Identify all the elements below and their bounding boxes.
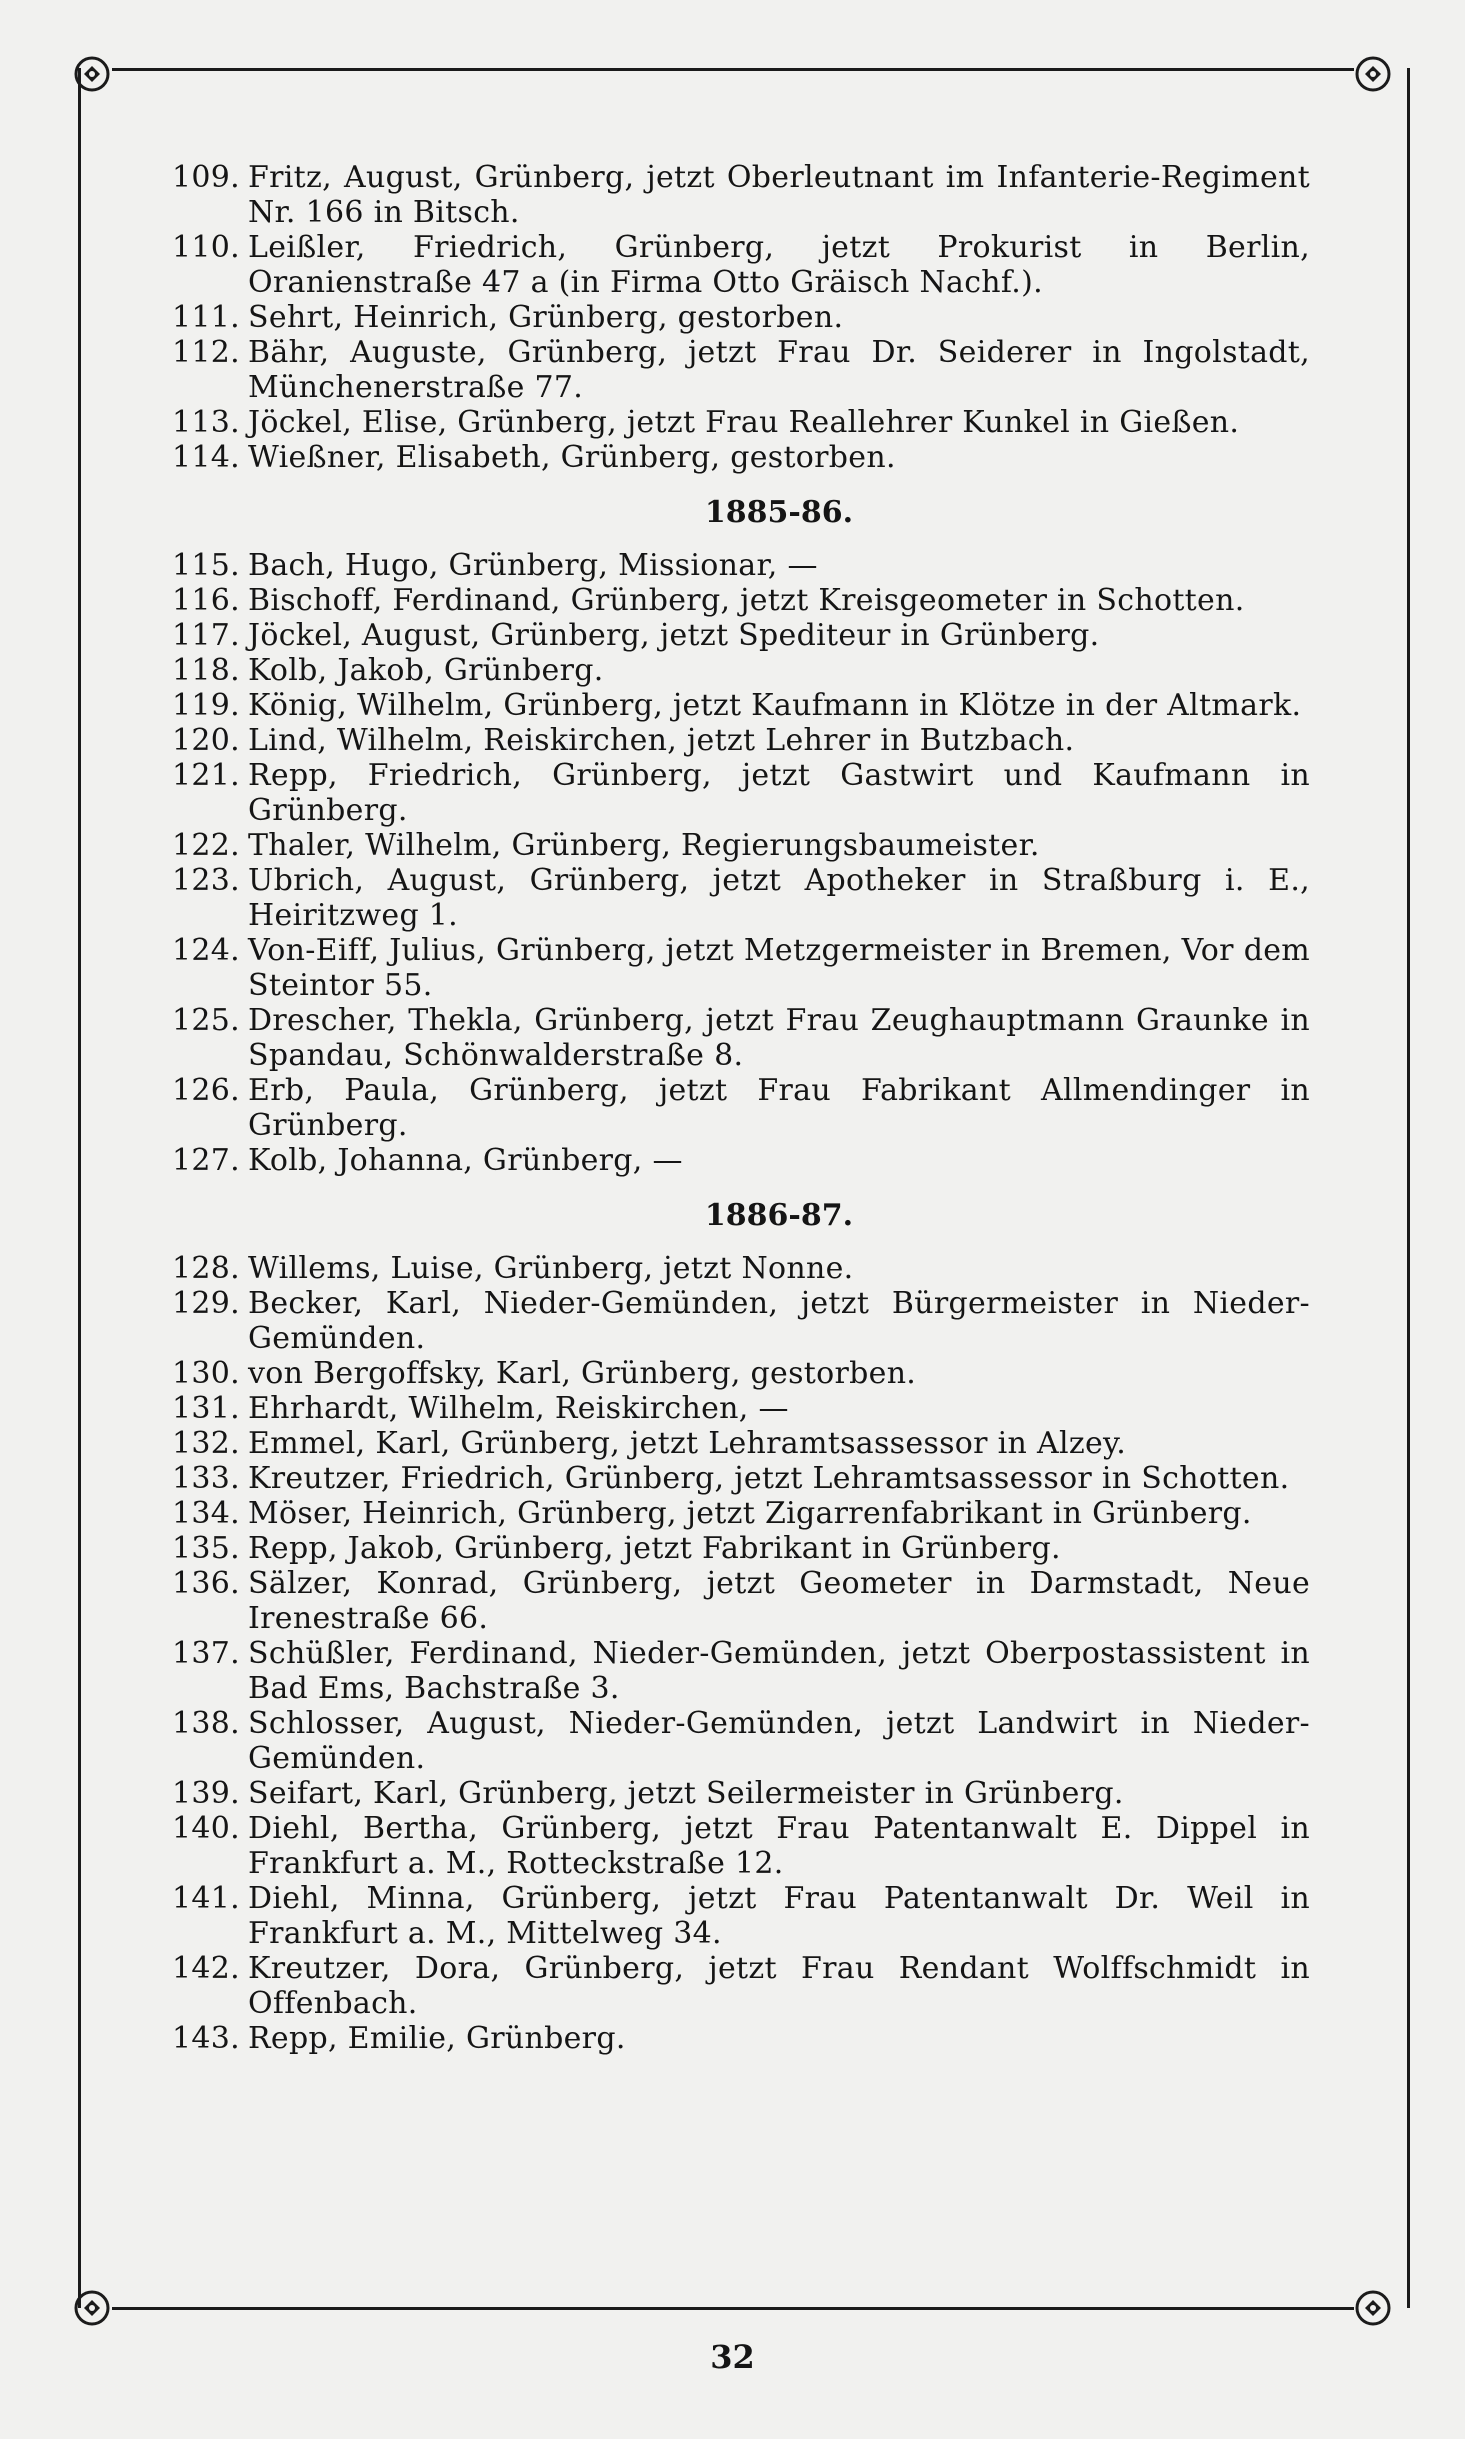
list-item <box>160 688 1310 723</box>
page-number: 32 <box>710 2338 755 2376</box>
entry-number: 130. <box>172 1356 240 1391</box>
list-item <box>160 1003 1310 1073</box>
entry-text: Seifart, Karl, Grünberg, jetzt Seilermeister in Grünberg. <box>248 1776 1124 1811</box>
entry-number: 139. <box>172 1776 240 1811</box>
list-item <box>160 335 1310 405</box>
entry-number: 123. <box>172 863 240 898</box>
entry-number: 126. <box>172 1073 240 1108</box>
list-item <box>160 1636 1310 1706</box>
entry-text: Kreutzer, Friedrich, Grünberg, jetzt Lehramtsassessor in Schotten. <box>248 1461 1290 1496</box>
entry-text: Emmel, Karl, Grünberg, jetzt Lehramtsassessor in Alzey. <box>248 1426 1127 1461</box>
list-item <box>160 618 1310 653</box>
entry-text: Sälzer, Konrad, Grünberg, jetzt Geometer in Darmstadt, Neue Irenestraße 66. <box>248 1566 1310 1636</box>
entry-text: Bähr, Auguste, Grünberg, jetzt Frau Dr. Seiderer in Ingolstadt, Münchenerstraße 77. <box>248 335 1310 405</box>
entry-number: 138. <box>172 1706 240 1741</box>
entry-number: 131. <box>172 1391 240 1426</box>
entry-number: 122. <box>172 828 240 863</box>
entry-number: 140. <box>172 1811 240 1846</box>
entry-text: Jöckel, Elise, Grünberg, jetzt Frau Reallehrer Kunkel in Gießen. <box>248 405 1240 440</box>
list-item <box>160 1531 1310 1566</box>
entry-number: 128. <box>172 1251 240 1286</box>
entry-number: 114. <box>172 440 240 475</box>
list-item <box>160 1811 1310 1881</box>
list-item <box>160 1706 1310 1776</box>
list-item <box>160 1426 1310 1461</box>
list-item <box>160 440 1310 475</box>
entry-text: Becker, Karl, Nieder-Gemünden, jetzt Bürgermeister in Nieder-Gemünden. <box>248 1286 1310 1356</box>
entry-text: Wießner, Elisabeth, Grünberg, gestorben. <box>248 440 896 475</box>
list-item <box>160 933 1310 1003</box>
entry-number: 116. <box>172 583 240 618</box>
entry-number: 127. <box>172 1143 240 1178</box>
entry-number: 143. <box>172 2021 240 2056</box>
entry-text: Ubrich, August, Grünberg, jetzt Apotheker in Straßburg i. E., Heiritzweg 1. <box>248 863 1310 933</box>
top-border-line <box>112 68 1354 71</box>
entry-text: Jöckel, August, Grünberg, jetzt Spediteur in Grünberg. <box>248 618 1100 653</box>
list-item <box>160 1461 1310 1496</box>
entry-text: Lind, Wilhelm, Reiskirchen, jetzt Lehrer in Butzbach. <box>248 723 1075 758</box>
bottom-border-line <box>112 2307 1354 2310</box>
entry-text: Erb, Paula, Grünberg, jetzt Frau Fabrikant Allmendinger in Grünberg. <box>248 1073 1310 1143</box>
list-item <box>160 230 1310 300</box>
entry-text: von Bergoffsky, Karl, Grünberg, gestorben. <box>248 1356 917 1391</box>
list-item <box>160 1881 1310 1951</box>
entry-number: 134. <box>172 1496 240 1531</box>
entry-text: Sehrt, Heinrich, Grünberg, gestorben. <box>248 300 844 335</box>
entry-number: 115. <box>172 548 240 583</box>
entry-text: Kolb, Jakob, Grünberg. <box>248 653 604 688</box>
list-item <box>160 863 1310 933</box>
list-item <box>160 653 1310 688</box>
list-item <box>160 300 1310 335</box>
entry-number: 135. <box>172 1531 240 1566</box>
entry-number: 137. <box>172 1636 240 1671</box>
entry-text: König, Wilhelm, Grünberg, jetzt Kaufmann in Klötze in der Altmark. <box>248 688 1302 723</box>
year-heading: 1885-86. <box>704 495 854 530</box>
list-item <box>160 1251 1310 1286</box>
entry-text: Kolb, Johanna, Grünberg, — <box>248 1143 683 1178</box>
list-item <box>160 1566 1310 1636</box>
entry-number: 118. <box>172 653 240 688</box>
entry-text: Fritz, August, Grünberg, jetzt Oberleutnant im Infanterie-Regiment Nr. 166 in Bitsch. <box>248 160 1310 230</box>
corner-ornament-icon <box>1345 2280 1401 2336</box>
entry-text: Bischoff, Ferdinand, Grünberg, jetzt Kreisgeometer in Schotten. <box>248 583 1245 618</box>
list-item <box>160 1073 1310 1143</box>
entry-number: 110. <box>172 230 240 265</box>
list-item <box>160 1496 1310 1531</box>
list-item <box>160 758 1310 828</box>
list-item <box>160 160 1310 230</box>
list-item <box>160 828 1310 863</box>
entry-text: Repp, Friedrich, Grünberg, jetzt Gastwirt und Kaufmann in Grünberg. <box>248 758 1310 828</box>
entry-text: Repp, Emilie, Grünberg. <box>248 2021 626 2056</box>
entry-number: 124. <box>172 933 240 968</box>
year-heading: 1886-87. <box>704 1198 854 1233</box>
entry-text: Thaler, Wilhelm, Grünberg, Regierungsbaumeister. <box>248 828 1040 863</box>
entry-text: Drescher, Thekla, Grünberg, jetzt Frau Zeughauptmann Graunke in Spandau, Schönwalderstraße 8. <box>248 1003 1310 1073</box>
entry-number: 132. <box>172 1426 240 1461</box>
entry-number: 117. <box>172 618 240 653</box>
corner-ornament-icon <box>1345 46 1401 102</box>
entry-number: 120. <box>172 723 240 758</box>
entry-text: Repp, Jakob, Grünberg, jetzt Fabrikant in Grünberg. <box>248 1531 1061 1566</box>
entry-text: Schlosser, August, Nieder-Gemünden, jetzt Landwirt in Nieder-Gemünden. <box>248 1706 1310 1776</box>
entry-number: 111. <box>172 300 240 335</box>
entry-number: 113. <box>172 405 240 440</box>
entry-number: 133. <box>172 1461 240 1496</box>
list-item <box>160 1356 1310 1391</box>
entry-number: 121. <box>172 758 240 793</box>
entry-text: Schüßler, Ferdinand, Nieder-Gemünden, jetzt Oberpostassistent in Bad Ems, Bachstraße 3. <box>248 1636 1310 1706</box>
entry-number: 109. <box>172 160 240 195</box>
entry-number: 136. <box>172 1566 240 1601</box>
register-list <box>160 160 1310 2056</box>
entry-number: 125. <box>172 1003 240 1038</box>
entry-text: Leißler, Friedrich, Grünberg, jetzt Prokurist in Berlin, Oranienstraße 47 a (in Firma Otto Gräisch Nachf.). <box>248 230 1310 300</box>
list-item <box>160 1286 1310 1356</box>
corner-ornament-icon <box>64 46 120 102</box>
entry-number: 112. <box>172 335 240 370</box>
entry-number: 119. <box>172 688 240 723</box>
entry-text: Willems, Luise, Grünberg, jetzt Nonne. <box>248 1251 854 1286</box>
entry-number: 141. <box>172 1881 240 1916</box>
list-item <box>160 1391 1310 1426</box>
entry-text: Diehl, Bertha, Grünberg, jetzt Frau Patentanwalt E. Dippel in Frankfurt a. M., Rotteckstraße 12. <box>248 1811 1310 1881</box>
list-item <box>160 723 1310 758</box>
list-item <box>160 583 1310 618</box>
entry-text: Ehrhardt, Wilhelm, Reiskirchen, — <box>248 1391 789 1426</box>
entry-text: Bach, Hugo, Grünberg, Missionar, — <box>248 548 818 583</box>
list-item <box>160 548 1310 583</box>
list-item <box>160 2021 1310 2056</box>
list-item <box>160 405 1310 440</box>
entry-text: Kreutzer, Dora, Grünberg, jetzt Frau Rendant Wolffschmidt in Offenbach. <box>248 1951 1310 2021</box>
list-item <box>160 1143 1310 1178</box>
entry-text: Von-Eiff, Julius, Grünberg, jetzt Metzgermeister in Bremen, Vor dem Steintor 55. <box>248 933 1310 1003</box>
list-item <box>160 1951 1310 2021</box>
entry-number: 142. <box>172 1951 240 1986</box>
corner-ornament-icon <box>64 2280 120 2336</box>
entry-text: Möser, Heinrich, Grünberg, jetzt Zigarrenfabrikant in Grünberg. <box>248 1496 1252 1531</box>
entry-text: Diehl, Minna, Grünberg, jetzt Frau Patentanwalt Dr. Weil in Frankfurt a. M., Mittelweg 34. <box>248 1881 1310 1951</box>
entry-number: 129. <box>172 1286 240 1321</box>
list-item <box>160 1776 1310 1811</box>
